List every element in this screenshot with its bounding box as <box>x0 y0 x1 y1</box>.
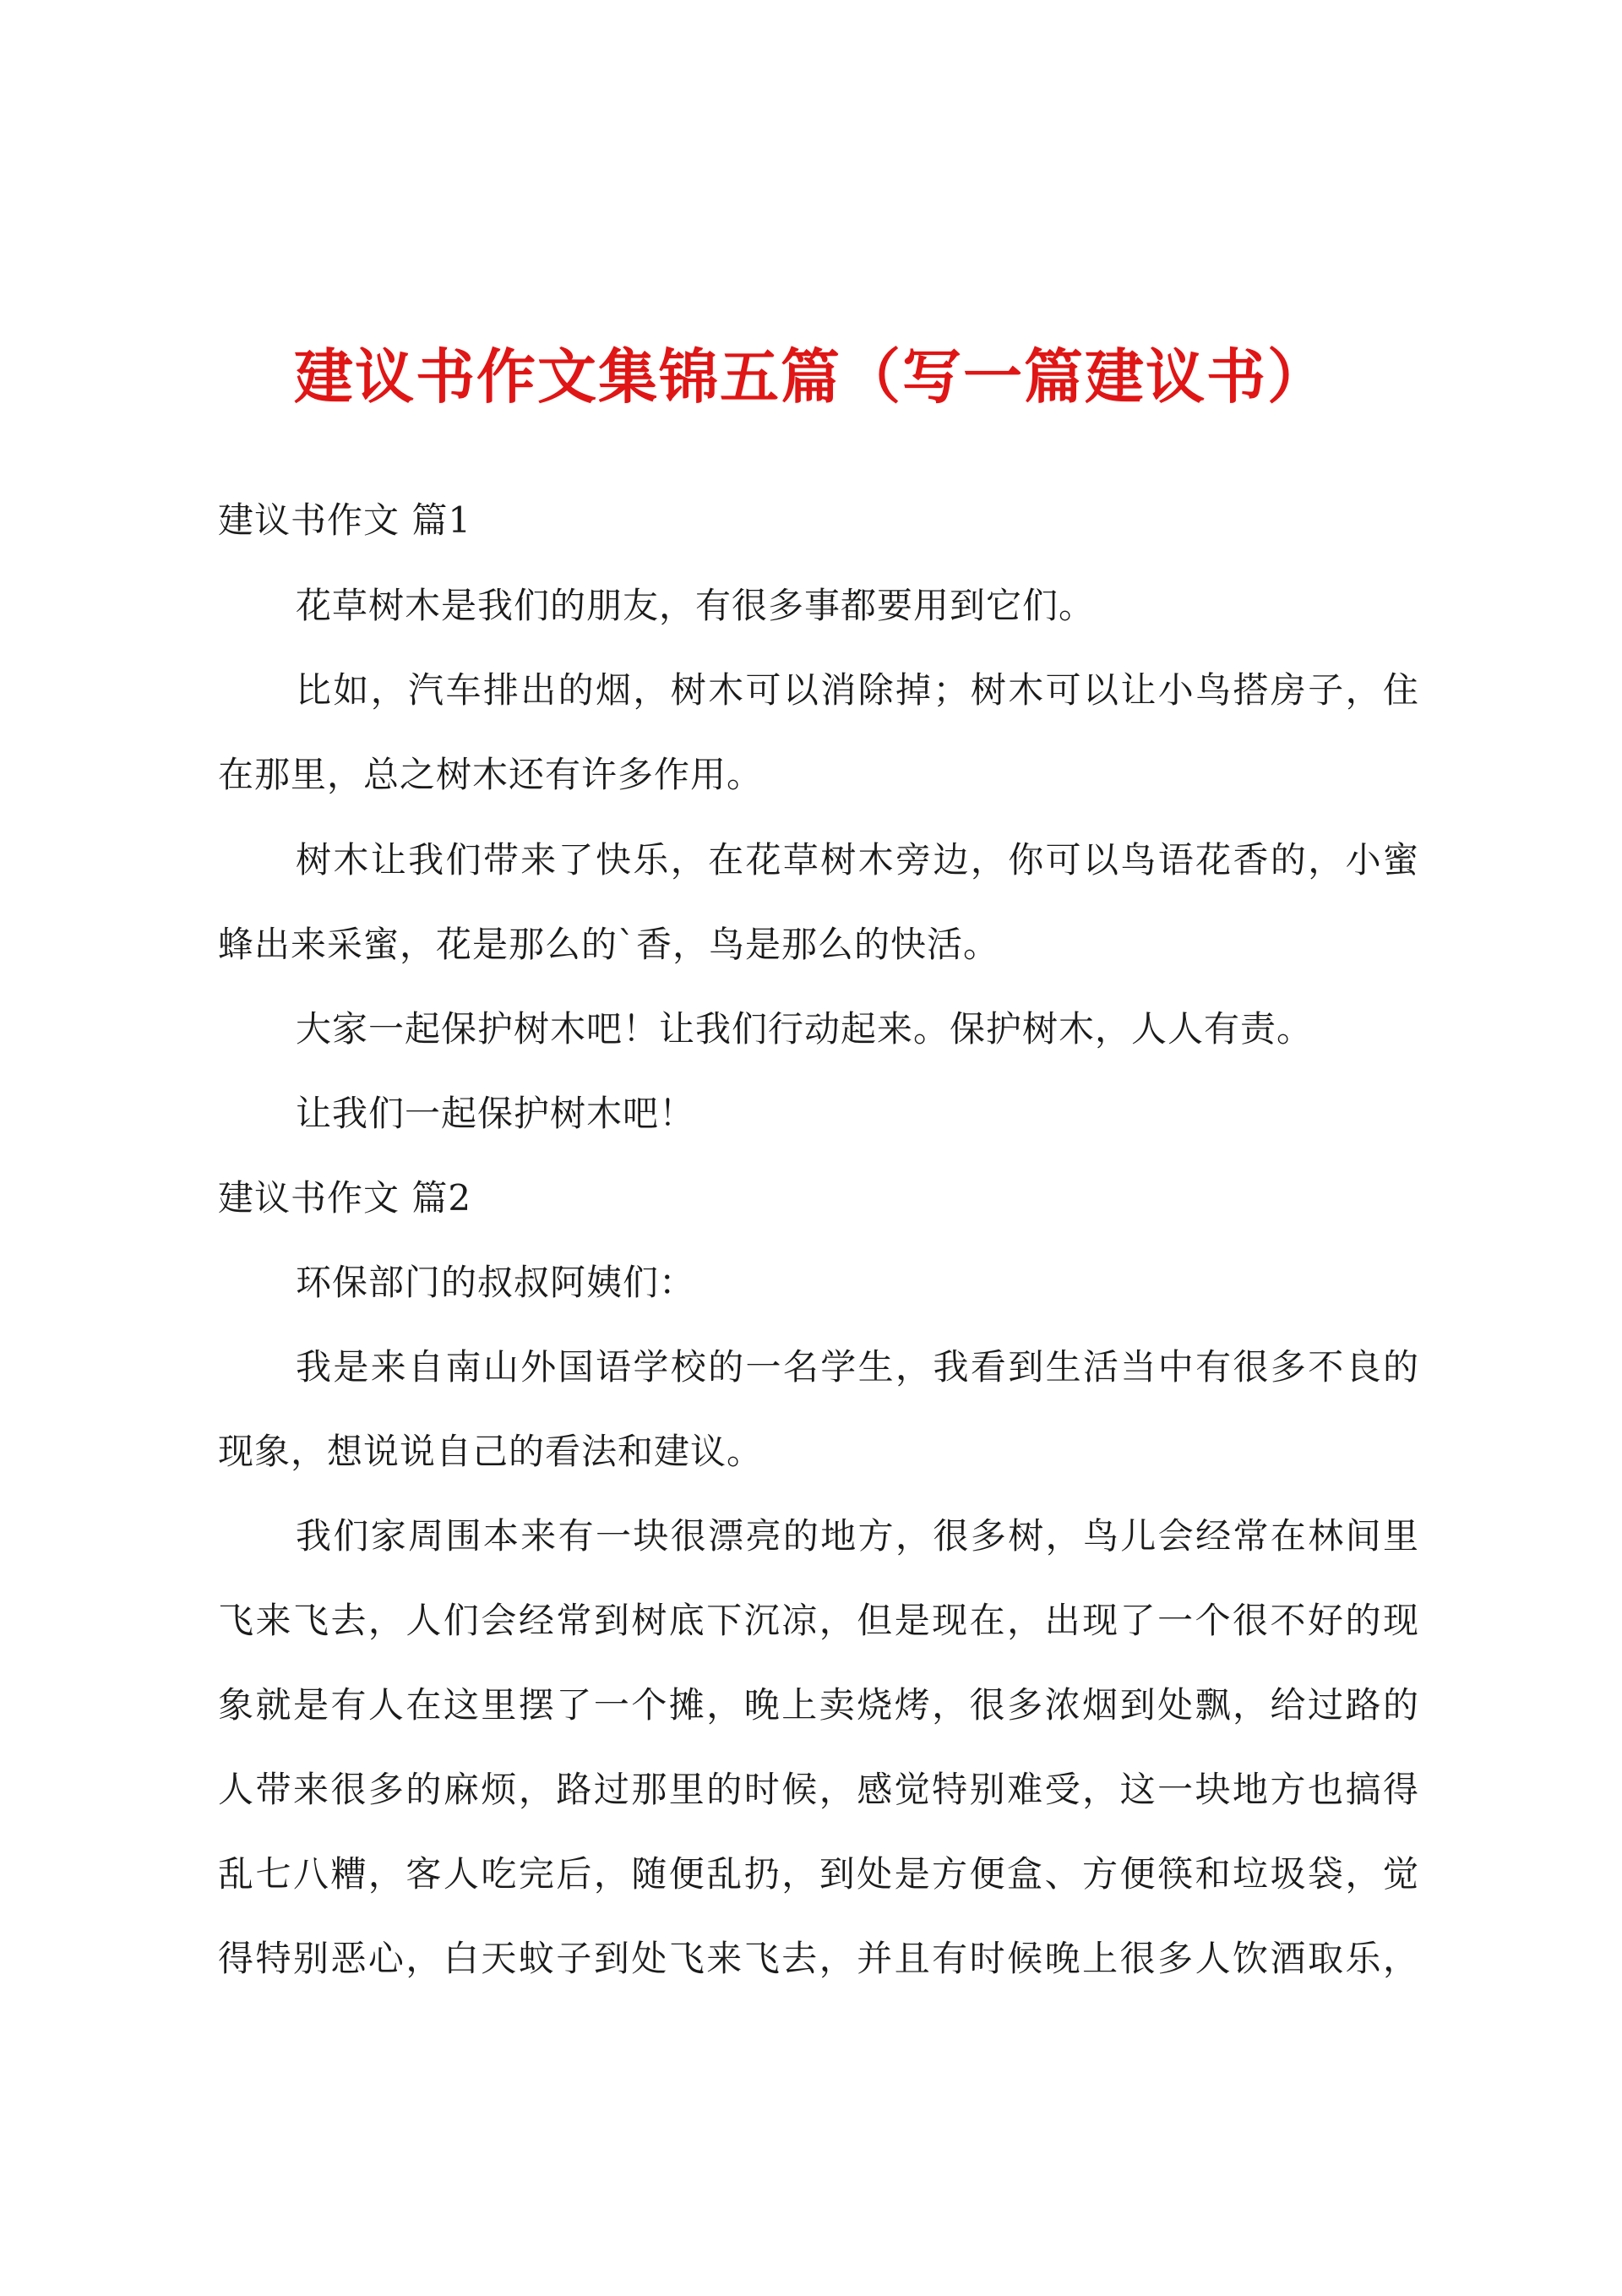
paragraph-line: 得特别恶心，白天蚊子到处飞来飞去，并且有时候晚上很多人饮酒取乐， <box>218 1938 1419 1979</box>
paragraph-line: 花草树木是我们的朋友，有很多事都要用到它们。 <box>296 585 1096 626</box>
paragraph-line: 比如，汽车排出的烟，树木可以消除掉；树木可以让小鸟搭房子，住 <box>296 669 1419 711</box>
document-title: 建议书作文集锦五篇（写一篇建议书） <box>294 341 1328 412</box>
paragraph-line: 大家一起保护树木吧！让我们行动起来。保护树木，人人有责。 <box>296 1008 1314 1050</box>
paragraph-line: 我们家周围本来有一块很漂亮的地方，很多树，鸟儿会经常在林间里 <box>296 1515 1419 1557</box>
paragraph-line: 象就是有人在这里摆了一个摊，晚上卖烧烤，很多浓烟到处飘，给过路的 <box>218 1684 1419 1726</box>
paragraph-line: 让我们一起保护树木吧！ <box>296 1093 696 1134</box>
paragraph-line: 树木让我们带来了快乐，在花草树木旁边，你可以鸟语花香的，小蜜 <box>296 839 1419 881</box>
section-heading-1: 建议书作文 篇1 <box>218 499 472 541</box>
paragraph-line: 飞来飞去，人们会经常到树底下沉凉，但是现在，出现了一个很不好的现 <box>218 1600 1419 1641</box>
section-heading-2: 建议书作文 篇2 <box>218 1177 472 1219</box>
paragraph-line: 环保部门的叔叔阿姨们： <box>296 1262 696 1303</box>
paragraph-line: 蜂出来采蜜，花是那么的`香，鸟是那么的快活。 <box>218 924 1000 965</box>
paragraph-line: 我是来自南山外国语学校的一名学生，我看到生活当中有很多不良的 <box>296 1346 1419 1388</box>
paragraph-line: 在那里，总之树木还有许多作用。 <box>218 754 764 795</box>
paragraph-line: 乱七八糟，客人吃完后，随便乱扔，到处是方便盒、方便筷和垃圾袋，觉 <box>218 1853 1419 1895</box>
paragraph-line: 人带来很多的麻烦，路过那里的时候，感觉特别难受，这一块地方也搞得 <box>218 1769 1419 1810</box>
paragraph-line: 现象，想说说自己的看法和建议。 <box>218 1431 764 1472</box>
